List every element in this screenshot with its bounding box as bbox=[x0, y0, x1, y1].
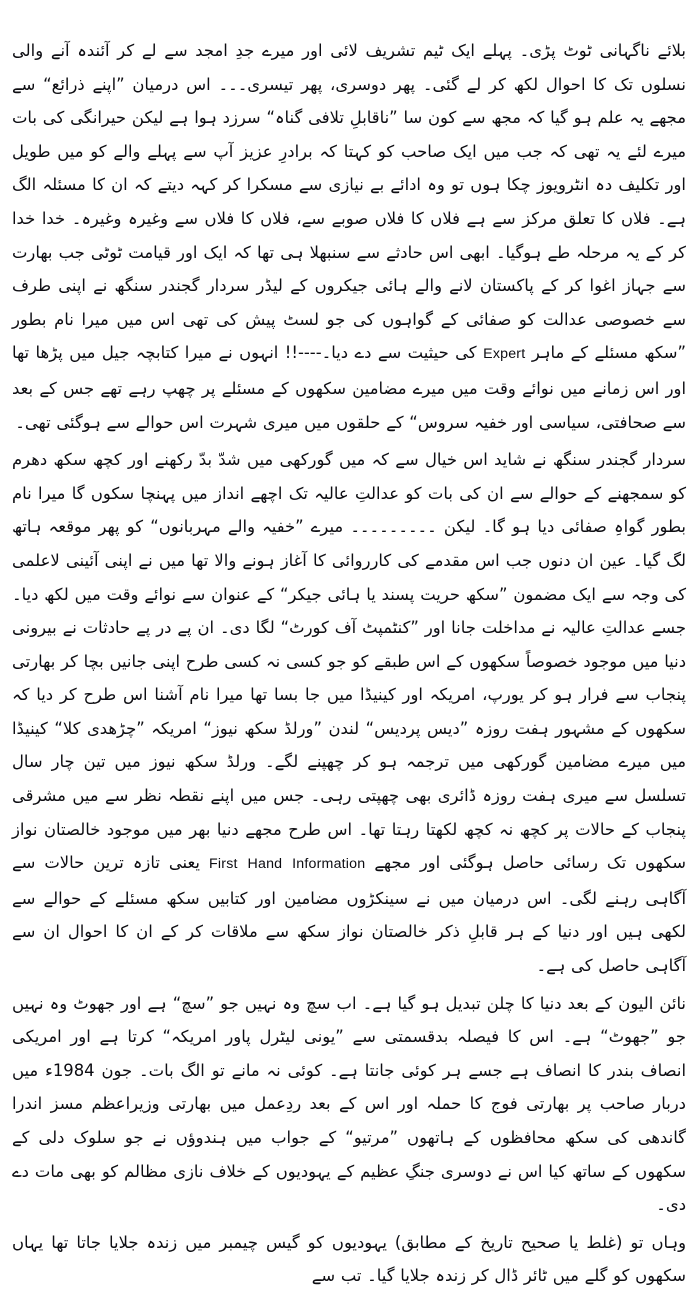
paragraph-3 bbox=[12, 987, 686, 1222]
text-run-urdu: یعنی تازہ ترین حالات سے آگاہی رہنے لگی۔ اس درمیان میں نے سینکڑوں مضامین اور کتابیں سکھ مسئلے کے حوالے سے لکھی ہیں اور دنیا کے ہر قابلِ ذکر خالصتان نواز سکھ سے ملاقات کر کے ان کا احوال ان سے آگاہی حاصل کی ہے۔ bbox=[12, 853, 686, 976]
text-run-urdu: بلائے ناگہانی ٹوٹ پڑی۔ پہلے ایک ٹیم تشریف لائی اور میرے جدِ امجد سے لے کر آئندہ آنے والی نسلوں تک کا احوال لکھ کر لے گئی۔ پھر دوسری، پھر تیسری۔۔۔ اس درمیان ”اپنے ذرائع“ سے مجھے یہ علم ہو گیا کہ مجھ سے کون سا ”ناقابلِ تلافی گناہ“ سرزد ہوا ہے لیکن حیرانگی کی بات میرے لئے یہ تھی کہ جب میں ایک صاحب کو کہتا کہ برادرِ عزیز آپ سے پہلے والے کو میں طویل اور تکلیف دہ انٹرویوز چکا ہوں تو وہ ادائے بے نیازی سے مسکرا کر کہہ دیتے کہ ان کا مسئلہ الگ ہے۔ فلاں کا تعلق مرکز سے ہے فلاں کا فلاں صوبے سے، فلاں کا فلاں سے وغیرہ وغیرہ۔ خدا خدا کر کے یہ مرحلہ طے ہوگیا۔ ابھی اس حادثے سے سنبھلا ہی تھا کہ ایک اور قیامت ٹوٹی جب بھارت سے جہاز اغوا کر کے پاکستان لانے والے ہائی جیکروں کے لیڈر سردار گجندر سنگھ نے اپنی طرف سے خصوصی عدالت کو صفائی کے گواہوں کی جو لسٹ پیش کی تھی اس میں میرا نام بطور ”سکھ مسئلے کے ماہر bbox=[12, 41, 686, 363]
text-run-urdu: نائن الیون کے بعد دنیا کا چلن تبدیل ہو گیا ہے۔ اب سچ وہ نہیں جو ”سچ“ ہے اور جھوٹ وہ نہیں جو ”جھوٹ“ ہے۔ اس کا فیصلہ بدقسمتی سے ”یونی لیٹرل پاور امریکہ“ کرتا ہے اور امریکی انصاف بندر کا انصاف ہے جسے ہر کوئی جانتا ہے۔ کوئی نہ مانے تو الگ بات۔ جون 1984ء میں دربار صاحب پر بھارتی فوج کا حملہ اور اس کے بعد ردِعمل میں بھارتی وزیراعظم مسز اندرا گاندھی کی سکھ محافظوں کے ہاتھوں ”مرتیو“ کے جواب میں ہندوؤں نے جو سلوک دلی کے سکھوں کے ساتھ کیا اس نے دوسری جنگِ عظیم کے یہودیوں کے خلاف نازی مظالم کو بھی مات دے دی۔ bbox=[12, 993, 686, 1215]
text-run-urdu: سردار گجندر سنگھ نے شاید اس خیال سے کہ میں گورکھی میں شدّ بدّ رکھنے اور کچھ سکھ دھرم کو سمجھنے کے حوالے سے ان کی بات کو عدالتِ عالیہ تک اچھے انداز میں پہنچا سکوں گا میرا نام بطور گواہِ صفائی دیا ہو گا۔ لیکن ۔۔۔۔۔۔۔۔۔ میرے ”خفیہ والے مہربانوں“ کو پھر موقعہ ہاتھ لگ گیا۔ عین ان دنوں جب اس مقدمے کی کارروائی کا آغاز ہونے والا تھا میں نے اپنی آئینی لاعلمی کی وجہ سے ایک مضمون ”سکھ حریت پسند یا ہائی جیکر“ کے عنوان سے نوائے وقت میں لکھ دیا۔ جسے عدالتِ عالیہ نے مداخلت جانا اور ”کنٹمپٹ آف کورٹ“ لگا دی۔ ان پے در پے حادثات نے بیرونی دنیا میں موجود خصوصاً سکھوں کے اس طبقے کو جو کسی نہ کسی طرح اپنی جانیں بچا کر بھارتی پنجاب سے فرار ہو کر یورپ، امریکہ اور کینیڈا میں جا بسا تھا میرا نام آشنا اس طرح کر دیا کہ سکھوں کے مشہور ہفت روزہ ”دیس پردیس“ لندن ”ورلڈ سکھ نیوز“ امریکہ ”چڑھدی کلا“ کینیڈا میں میرے مضامین گورکھی میں ترجمہ ہو کر چھپنے لگے۔ ورلڈ سکھ نیوز میں تین چار سال تسلسل سے میری ہفت روزہ ڈائری بھی چھپتی رہی۔ جس میں اپنے نقطہ نظر سے میں مشرقی پنجاب کے حالات پر کچھ نہ کچھ لکھتا رہتا تھا۔ اس طرح مجھے دنیا بھر میں موجود خالصتان نواز سکھوں تک رسائی حاصل ہوگئی اور مجھے bbox=[12, 450, 686, 873]
text-run-latin-first-hand-information: First Hand Information bbox=[209, 856, 366, 873]
document-body bbox=[12, 34, 686, 1293]
text-run-latin-expert: Expert bbox=[483, 346, 526, 363]
paragraph-2 bbox=[12, 443, 686, 983]
text-run-urdu: وہاں تو (غلط یا صحیح تاریخ کے مطابق) یہودیوں کو گیس چیمبر میں زندہ جلایا جاتا تھا یہاں سکھوں کو گلے میں ٹائر ڈال کر زندہ جلایا گیا۔ تب سے bbox=[12, 1232, 686, 1286]
paragraph-4 bbox=[12, 1226, 686, 1293]
paragraph-1 bbox=[12, 34, 686, 439]
text-run-urdu: کی حیثیت سے دے دیا۔----!! انہوں نے میرا کتابچہ جیل میں پڑھا تھا اور اس زمانے میں نوائے وقت میں میرے مضامین سکھوں کے مسئلے پر چھپ رہے تھے جس کے بعد سے صحافتی، سیاسی اور خفیہ سروس“ کے حلقوں میں میری شہرت اس حوالے سے ہوگئی تھی۔ bbox=[12, 343, 686, 432]
